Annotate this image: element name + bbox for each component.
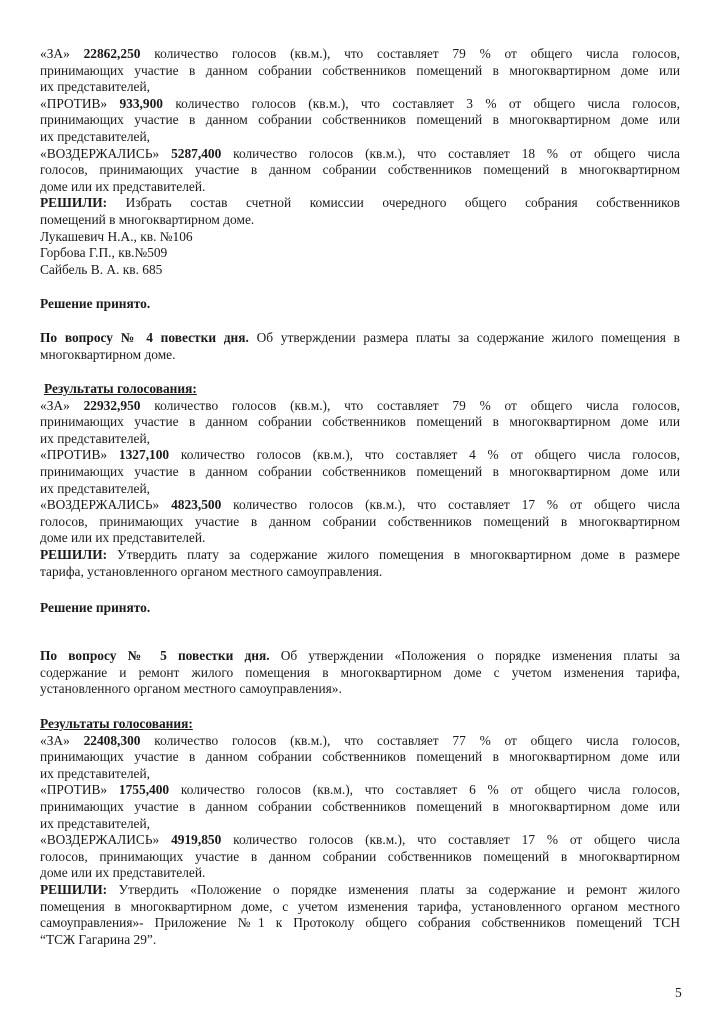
vote-vz-value: 4823,500 [171, 497, 222, 513]
vote-results-block-top [40, 46, 680, 278]
vote-za-text: принимающих участие в данном собрании собственников помещений в многоквартирном доме или [40, 62, 680, 78]
resolution-label: РЕШИЛИ: [40, 195, 108, 211]
decision-accepted: Решение принято. [40, 296, 151, 311]
resolution-text: помещений в многоквартирном доме. [40, 211, 255, 227]
vote-pr-text: их представителей, [40, 128, 150, 144]
commission-member: Горбова Г.П., кв.№509 [40, 245, 168, 261]
results-heading: Результаты голосования: [40, 716, 193, 731]
resolution-line: РЕШИЛИ: Избрать состав счетной комиссии очередного общего собрания собственников [40, 195, 680, 211]
question-4-label: По вопросу № 4 повестки дня. [40, 330, 249, 345]
question-5: По вопросу № 5 повестки дня. Об утверждении «Положения о порядке изменения платы за содержание и ремонт жилого помещения в многоквартирном доме с учетом изменения тарифа, установленного органом местного самоуправления». [40, 648, 680, 697]
vote-vz-line: «ВОЗДЕРЖАЛИСЬ» 5287,400 количество голосов (кв.м.), что составляет 18 % от общего числа [40, 145, 680, 161]
question-5-results: Результаты голосования: «ЗА» 22408,300 количество голосов (кв.м.), что составляет 77 % от общего числа голосов, принимающих участие в данном собрании собственников помещений в многоквартирном доме или их представителей, «ПРОТИВ» 1755,400 количество голосов (кв.м.), что составляет 6 % от общего числа голосов, принимающих участие в данном собрании собственников помещений в многоквартирном доме или их представителей, «ВОЗДЕРЖАЛИСЬ» 4919,850 количество голосов (кв.м.), что составляет 17 % от общего числа голосов, принимающих участие в данном собрании собственников помещений в многоквартирном доме или их представителей. РЕШИЛИ: Утвердить «Положение о порядке изменения платы за содержание и ремонт жилого помещения в многоквартирном доме, с учетом изменения тарифа, установленного органом местного самоуправления»- Приложение №1 к Протоколу общего собрания собственников помещений ТСН “ТСЖ Гагарина 29”. [40, 716, 680, 947]
vote-pr-value: 1327,100 [118, 447, 170, 463]
commission-member: Лукашевич Н.А., кв. №106 [40, 228, 193, 244]
vote-za-value: 22932,950 [83, 397, 141, 413]
resolution-label: РЕШИЛИ: [40, 881, 108, 897]
question-5-label: По вопросу № 5 повестки дня. [40, 648, 270, 663]
decision-accepted: Решение принято. [40, 600, 151, 615]
vote-pr-text: принимающих участие в данном собрании собственников помещений в многоквартирном доме или [40, 112, 680, 128]
results-heading: Результаты голосования: [44, 381, 197, 396]
vote-vz-text: голосов, принимающих участие в данном собрании собственников помещений в многоквартирном [40, 162, 680, 178]
question-4: По вопросу № 4 повестки дня. Об утверждении размера платы за содержание жилого помещения в многоквартирном доме. [40, 330, 680, 362]
vote-vz-value: 5287,400 [171, 145, 222, 161]
vote-pr-line: «ПРОТИВ» 933,900 количество голосов (кв.м.), что составляет 3 % от общего числа голосов, [40, 95, 680, 111]
vote-vz-text: доме или их представителей. [40, 178, 206, 194]
vote-za-value: 22408,300 [83, 732, 141, 748]
vote-za-label: «ЗА» [40, 46, 70, 61]
vote-za-text: их представителей, [40, 79, 150, 95]
commission-member: Сайбель В. А. кв. 685 [40, 261, 163, 277]
question-4-results: Результаты голосования: «ЗА» 22932,950 количество голосов (кв.м.), что составляет 79 % от общего числа голосов, принимающих участие в данном собрании собственников помещений в многоквартирном доме или их представителей, «ПРОТИВ» 1327,100 количество голосов (кв.м.), что составляет 4 % от общего числа голосов, принимающих участие в данном собрании собственников помещений в многоквартирном доме или их представителей, «ВОЗДЕРЖАЛИСЬ» 4823,500 количество голосов (кв.м.), что составляет 17 % от общего числа голосов, принимающих участие в данном собрании собственников помещений в многоквартирном доме или их представителей. РЕШИЛИ: Утвердить плату за содержание жилого помещения в многоквартирном доме в размере тарифа, установленного органом местного самоуправления. [40, 381, 680, 579]
resolution-label: РЕШИЛИ: [40, 546, 108, 562]
page-number: 5 [675, 985, 682, 1000]
vote-pr-value: 933,900 [119, 95, 163, 111]
vote-vz-value: 4919,850 [171, 832, 222, 848]
vote-pr-label: «ПРОТИВ» [40, 95, 108, 111]
vote-vz-label: «ВОЗДЕРЖАЛИСЬ» [40, 145, 160, 161]
vote-za-value: 22862,250 [83, 46, 141, 61]
vote-za-line: «ЗА» 22862,250 количество голосов (кв.м.), что составляет 79 % от общего числа голосов, [40, 46, 680, 61]
vote-pr-value: 1755,400 [118, 782, 170, 798]
question-4-text: многоквартирном доме. [40, 346, 176, 362]
